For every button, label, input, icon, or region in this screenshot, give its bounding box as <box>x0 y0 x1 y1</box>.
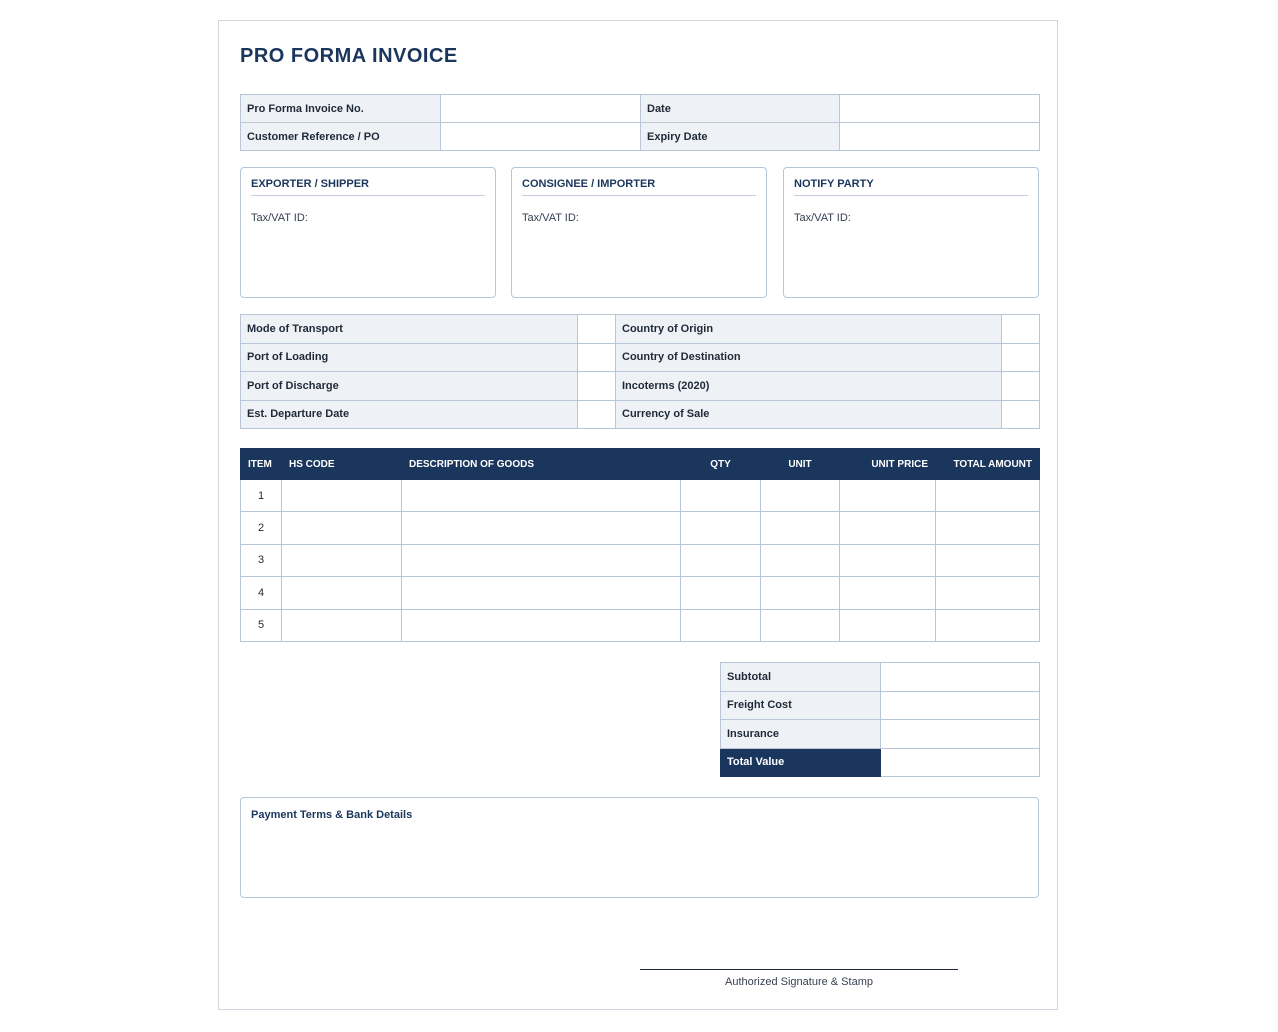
exporter-tax-label: Tax/VAT ID: <box>251 212 308 224</box>
hs-code-cell[interactable] <box>282 544 402 576</box>
table-row <box>241 577 1040 609</box>
table-row <box>721 748 1040 777</box>
unit-price-cell[interactable] <box>840 577 936 609</box>
freight-cost-field[interactable] <box>881 691 1040 720</box>
totals-table <box>720 662 1040 777</box>
field-label-customer-reference: Customer Reference / PO <box>241 123 441 151</box>
invoice-no-field[interactable] <box>441 95 641 123</box>
unit-price-cell[interactable] <box>840 544 936 576</box>
field-label-departure-date: Est. Departure Date <box>241 400 578 429</box>
shipping-details-table <box>240 314 1040 429</box>
table-row <box>241 512 1040 544</box>
field-label-date: Date <box>641 95 840 123</box>
table-row <box>241 372 1040 401</box>
payment-terms-heading: Payment Terms & Bank Details <box>251 809 413 821</box>
notify-party-heading: NOTIFY PARTY <box>794 178 1028 196</box>
departure-date-field[interactable] <box>578 400 616 429</box>
table-row <box>241 400 1040 429</box>
unit-cell[interactable] <box>761 577 840 609</box>
insurance-label: Insurance <box>721 720 881 749</box>
column-header-item: ITEM <box>241 449 282 480</box>
mode-of-transport-field[interactable] <box>578 315 616 344</box>
field-label-expiry-date: Expiry Date <box>641 123 840 151</box>
hs-code-cell[interactable] <box>282 577 402 609</box>
expiry-date-field[interactable] <box>840 123 1040 151</box>
description-cell[interactable] <box>402 577 681 609</box>
subtotal-field[interactable] <box>881 663 1040 692</box>
description-cell[interactable] <box>402 512 681 544</box>
total-value-field[interactable] <box>881 748 1040 777</box>
invoice-header-table <box>240 94 1040 151</box>
table-row <box>241 95 1040 123</box>
column-header-qty: QTY <box>681 449 761 480</box>
hs-code-cell[interactable] <box>282 512 402 544</box>
total-amount-cell[interactable] <box>936 512 1040 544</box>
total-amount-cell[interactable] <box>936 577 1040 609</box>
column-header-hs-code: HS CODE <box>282 449 402 480</box>
page-title: PRO FORMA INVOICE <box>240 45 458 67</box>
item-number: 2 <box>241 512 282 544</box>
description-cell[interactable] <box>402 480 681 512</box>
invoice-page <box>218 20 1058 1010</box>
table-row <box>721 720 1040 749</box>
unit-price-cell[interactable] <box>840 480 936 512</box>
qty-cell[interactable] <box>681 480 761 512</box>
port-of-discharge-field[interactable] <box>578 372 616 401</box>
incoterms-field[interactable] <box>1002 372 1040 401</box>
table-row <box>241 480 1040 512</box>
field-label-country-of-destination: Country of Destination <box>616 343 1002 372</box>
unit-price-cell[interactable] <box>840 609 936 641</box>
country-of-destination-field[interactable] <box>1002 343 1040 372</box>
table-header-row <box>241 449 1040 480</box>
date-field[interactable] <box>840 95 1040 123</box>
notify-party-box[interactable] <box>783 167 1039 298</box>
unit-cell[interactable] <box>761 609 840 641</box>
column-header-description: DESCRIPTION OF GOODS <box>402 449 681 480</box>
table-row <box>241 123 1040 151</box>
unit-cell[interactable] <box>761 512 840 544</box>
column-header-unit: UNIT <box>761 449 840 480</box>
field-label-port-of-loading: Port of Loading <box>241 343 578 372</box>
field-label-currency-of-sale: Currency of Sale <box>616 400 1002 429</box>
column-header-unit-price: UNIT PRICE <box>840 449 936 480</box>
item-number: 3 <box>241 544 282 576</box>
insurance-field[interactable] <box>881 720 1040 749</box>
hs-code-cell[interactable] <box>282 480 402 512</box>
port-of-loading-field[interactable] <box>578 343 616 372</box>
goods-table <box>240 448 1040 642</box>
consignee-heading: CONSIGNEE / IMPORTER <box>522 178 756 196</box>
currency-of-sale-field[interactable] <box>1002 400 1040 429</box>
field-label-port-of-discharge: Port of Discharge <box>241 372 578 401</box>
table-row <box>241 315 1040 344</box>
item-number: 1 <box>241 480 282 512</box>
hs-code-cell[interactable] <box>282 609 402 641</box>
total-value-label: Total Value <box>721 748 881 777</box>
qty-cell[interactable] <box>681 577 761 609</box>
notify-party-tax-label: Tax/VAT ID: <box>794 212 851 224</box>
table-row <box>241 544 1040 576</box>
qty-cell[interactable] <box>681 512 761 544</box>
table-row <box>241 343 1040 372</box>
subtotal-label: Subtotal <box>721 663 881 692</box>
item-number: 5 <box>241 609 282 641</box>
consignee-tax-label: Tax/VAT ID: <box>522 212 579 224</box>
unit-cell[interactable] <box>761 544 840 576</box>
item-number: 4 <box>241 577 282 609</box>
country-of-origin-field[interactable] <box>1002 315 1040 344</box>
consignee-box[interactable] <box>511 167 767 298</box>
total-amount-cell[interactable] <box>936 480 1040 512</box>
description-cell[interactable] <box>402 544 681 576</box>
total-amount-cell[interactable] <box>936 609 1040 641</box>
qty-cell[interactable] <box>681 544 761 576</box>
signature-line <box>640 969 958 970</box>
signature-label: Authorized Signature & Stamp <box>725 976 873 988</box>
exporter-box[interactable] <box>240 167 496 298</box>
table-row <box>721 691 1040 720</box>
payment-terms-box[interactable] <box>240 797 1039 898</box>
field-label-invoice-no: Pro Forma Invoice No. <box>241 95 441 123</box>
field-label-mode-of-transport: Mode of Transport <box>241 315 578 344</box>
column-header-total-amount: TOTAL AMOUNT <box>936 449 1040 480</box>
unit-price-cell[interactable] <box>840 512 936 544</box>
qty-cell[interactable] <box>681 609 761 641</box>
field-label-incoterms: Incoterms (2020) <box>616 372 1002 401</box>
unit-cell[interactable] <box>761 480 840 512</box>
description-cell[interactable] <box>402 609 681 641</box>
field-label-country-of-origin: Country of Origin <box>616 315 1002 344</box>
table-row <box>241 609 1040 641</box>
table-row <box>721 663 1040 692</box>
total-amount-cell[interactable] <box>936 544 1040 576</box>
exporter-heading: EXPORTER / SHIPPER <box>251 178 485 196</box>
freight-cost-label: Freight Cost <box>721 691 881 720</box>
customer-reference-field[interactable] <box>441 123 641 151</box>
